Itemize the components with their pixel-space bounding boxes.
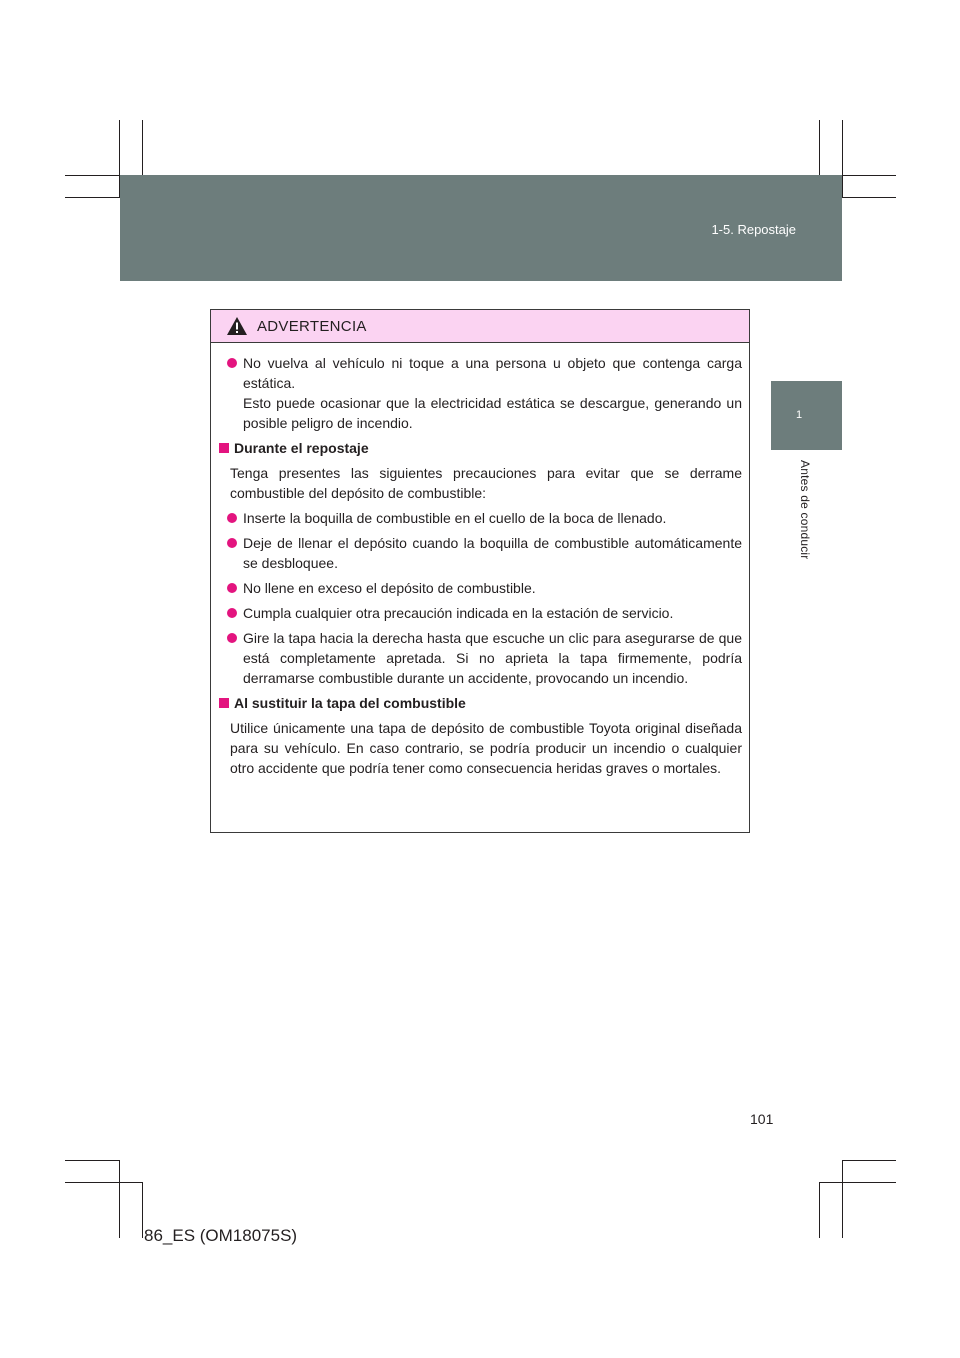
- bullet-icon: [227, 608, 237, 618]
- document-code: 86_ES (OM18075S): [144, 1226, 298, 1245]
- warning-header: [211, 310, 749, 343]
- section-heading-text: Durante el repostaje: [234, 440, 369, 456]
- crop-mark: [119, 1160, 120, 1238]
- chapter-number: 1: [796, 409, 803, 421]
- bullet-text: Deje de llenar el depósito cuando la boquilla de combustible automáticamente se desbloquee.: [243, 535, 742, 571]
- section-heading: [219, 693, 742, 713]
- chapter-label: Antes de conducir: [798, 460, 812, 560]
- section-heading: [219, 438, 742, 458]
- list-item: [219, 603, 742, 623]
- crop-mark: [842, 120, 843, 198]
- bullet-text: Gire la tapa hacia la derecha hasta que escuche un clic para asegurarse de que está completamente apretada. Si no aprieta la tapa firmemente, podría derramarse combustible durante un accidente, provocando un incendio.: [243, 630, 742, 686]
- header-band: [120, 175, 842, 281]
- bullet-icon: [227, 358, 237, 368]
- crop-mark: [819, 1182, 896, 1183]
- crop-mark: [842, 197, 896, 198]
- bullet-text: Esto puede ocasionar que la electricidad estática se descargue, generando un posible peligro de incendio.: [243, 395, 742, 431]
- list-item: [219, 353, 742, 433]
- crop-mark: [65, 1160, 120, 1161]
- square-bullet-icon: [219, 443, 229, 453]
- crop-mark: [65, 1182, 143, 1183]
- bullet-icon: [227, 633, 237, 643]
- section-intro: Tenga presentes las siguientes precauciones para evitar que se derrame combustible del depósito de combustible:: [230, 465, 742, 501]
- section-heading-text: Al sustituir la tapa del combustible: [234, 695, 466, 711]
- crop-mark: [65, 197, 120, 198]
- crop-mark: [842, 1160, 896, 1161]
- list-item: [219, 628, 742, 688]
- crop-mark: [842, 1160, 843, 1238]
- list-item: [219, 533, 742, 573]
- chapter-tab: [771, 381, 842, 450]
- bullet-icon: [227, 513, 237, 523]
- list-item: [219, 508, 742, 528]
- bullet-icon: [227, 583, 237, 593]
- warning-box: [210, 309, 750, 833]
- section-title: 1-5. Repostaje: [711, 222, 796, 237]
- page-number: 101: [750, 1111, 774, 1127]
- bullet-text: Inserte la boquilla de combustible en el cuello de la boca de llenado.: [243, 510, 667, 526]
- bullet-text: No llene en exceso el depósito de combustible.: [243, 580, 536, 596]
- bullet-text: No vuelva al vehículo ni toque a una persona u objeto que contenga carga estática.: [243, 355, 742, 391]
- crop-mark: [819, 1182, 820, 1238]
- warning-triangle-icon: [226, 316, 248, 336]
- section-text: Utilice únicamente una tapa de depósito de combustible Toyota original diseñada para su vehículo. En caso contrario, se podría producir un incendio o cualquier otro accidente que podría tener como consecuencia heridas graves o mortales.: [230, 720, 742, 776]
- list-item: [219, 578, 742, 598]
- warning-body: [211, 343, 749, 778]
- bullet-icon: [227, 538, 237, 548]
- crop-mark: [142, 1182, 143, 1238]
- warning-title: ADVERTENCIA: [257, 318, 367, 335]
- square-bullet-icon: [219, 698, 229, 708]
- bullet-text: Cumpla cualquier otra precaución indicada en la estación de servicio.: [243, 605, 674, 621]
